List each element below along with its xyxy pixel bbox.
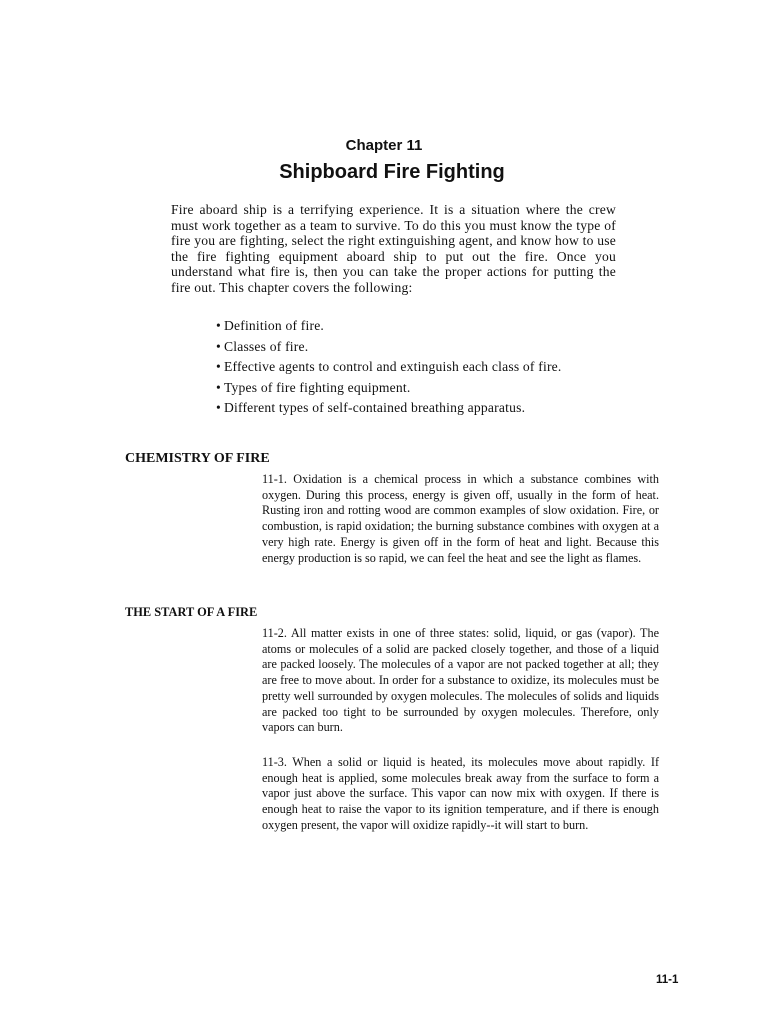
topic-item: • Effective agents to control and extinguish each class of fire. [216,359,562,380]
topics-list [216,318,562,421]
topic-item: • Different types of self-contained breathing apparatus. [216,400,562,421]
topic-item: • Types of fire fighting equipment. [216,380,562,401]
page-number: 11-1 [656,974,679,986]
topic-item: • Definition of fire. [216,318,562,339]
intro-paragraph: Fire aboard ship is a terrifying experience. It is a situation where the crew must work together as a team to survive. To do this you must know the type of fire you are fighting, select the right extinguishing agent, and know how to use the fire fighting equipment aboard ship to put out the fire. Once you understand what fire is, then you can take the proper actions for putting the fire out. This chapter covers the following: [171,202,616,295]
topic-item: • Classes of fire. [216,339,562,360]
paragraph-11-1: 11-1. Oxidation is a chemical process in which a substance combines with oxygen. During this process, energy is given off, usually in the form of heat. Rusting iron and rotting wood are common examples of slow oxidation. Fire, or combustion, is rapid oxidation; the burning substance combines with oxygen at a very high rate. Energy is given off in the form of heat and light. Because this energy production is so rapid, we can feel the heat and see the light as flames. [262,472,659,565]
section-heading-start-of-a-fire: THE START OF A FIRE [125,605,258,619]
section-heading-chemistry-of-fire: CHEMISTRY OF FIRE [125,451,270,466]
paragraph-11-2: 11-2. All matter exists in one of three states: solid, liquid, or gas (vapor). The atoms or molecules of a solid are packed closely together, and those of a liquid are packed loosely. The molecules of a vapor are not packed together at all; they are free to move about. In order for a substance to oxidize, its molecules must be pretty well surrounded by oxygen molecules. The molecules of solids and liquids are packed too tight to be surrounded by oxygen molecules. Therefore, only vapors can burn. [262,626,659,735]
chapter-label: Chapter 11 [345,137,423,154]
chapter-title: Shipboard Fire Fighting [279,161,505,183]
paragraph-11-3: 11-3. When a solid or liquid is heated, its molecules move about rapidly. If enough heat is applied, some molecules break away from the surface to form a vapor just above the surface. This vapor can now mix with oxygen. If there is enough heat to raise the vapor to its ignition temperature, and if there is enough oxygen present, the vapor will oxidize rapidly--it will start to burn. [262,755,659,832]
